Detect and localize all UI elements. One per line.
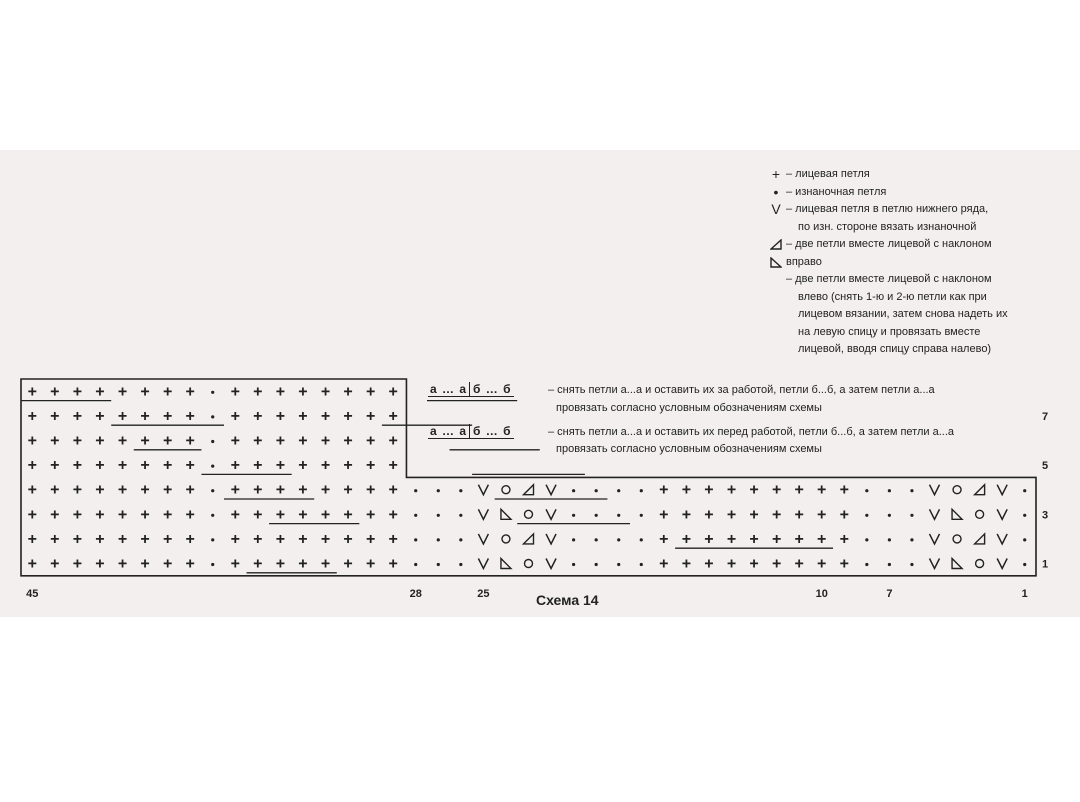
purl-stitch: [865, 489, 868, 492]
purl-stitch: [617, 563, 620, 566]
knit-stitch: +: [95, 383, 105, 401]
knit-stitch: +: [230, 506, 240, 524]
slip-v-stitch: [930, 559, 940, 569]
knit-stitch: +: [794, 506, 804, 524]
purl-stitch: [414, 563, 417, 566]
knit-stitch: +: [839, 481, 849, 499]
knit-stitch: +: [365, 506, 376, 524]
chart-outline: [21, 379, 1036, 576]
knit-stitch: +: [185, 555, 195, 573]
slip-v-stitch: [478, 509, 488, 519]
knit-stitch: +: [27, 506, 37, 524]
row-label: 1: [1042, 558, 1049, 571]
knit-stitch: +: [162, 432, 173, 450]
knit-stitch: +: [365, 432, 376, 450]
knit-stitch: +: [771, 506, 782, 524]
knit-stitch: +: [230, 555, 240, 573]
cable-legend-back-note: провязать согласно условным обозначениям схемы: [556, 402, 822, 414]
knit-stitch: +: [140, 530, 150, 548]
knit-stitch: +: [72, 530, 83, 548]
purl-stitch: [211, 465, 214, 468]
purl-stitch: [211, 391, 214, 394]
knit-stitch: +: [681, 506, 692, 524]
cable-legend-back: а … а б … б – снять петли а...а и оставить их за работой, петли б...б, а затем петли а...а: [430, 382, 935, 396]
knit-stitch: +: [726, 506, 737, 524]
knit-stitch: +: [185, 383, 195, 401]
purl-stitch: [865, 563, 868, 566]
purl-stitch: [595, 538, 598, 541]
knit-stitch: +: [320, 506, 331, 524]
knit-stitch: +: [253, 506, 263, 524]
row-label: 5: [1042, 460, 1049, 473]
schema-title: Схема 14: [536, 592, 599, 608]
purl-stitch: [459, 514, 462, 517]
knit-stitch: +: [320, 407, 331, 425]
purl-stitch: [211, 538, 214, 541]
knit-stitch: +: [253, 383, 263, 401]
knit-stitch: +: [817, 506, 827, 524]
knit-stitch: +: [253, 481, 263, 499]
knit-stitch: +: [185, 506, 195, 524]
purl-stitch: [1023, 514, 1026, 517]
legend-item: лицевом вязании, затем снова надеть их: [798, 308, 1008, 320]
knit-stitch: +: [343, 457, 353, 475]
knit-stitch: +: [27, 407, 37, 425]
purl-stitch: [1023, 538, 1026, 541]
knit-symbol-icon: +: [771, 166, 781, 182]
knit-stitch: +: [140, 383, 150, 401]
cable-symbol: а … а б … б: [430, 382, 512, 396]
knit-stitch: +: [27, 530, 37, 548]
knit-stitch: +: [95, 530, 105, 548]
legend-item: + – лицевая петля: [768, 166, 1073, 184]
legend-item: вправо: [768, 254, 1073, 272]
column-label: 7: [886, 587, 893, 600]
knit-stitch: +: [298, 432, 308, 450]
knit-stitch: +: [50, 506, 60, 524]
knit-stitch: +: [320, 481, 331, 499]
purl-stitch: [211, 563, 214, 566]
slip-v-stitch: [930, 534, 940, 544]
purl-stitch: [595, 514, 598, 517]
purl-stitch: [910, 514, 913, 517]
knit-stitch: +: [749, 530, 759, 548]
knit-stitch: +: [659, 506, 669, 524]
knit-stitch: +: [50, 383, 60, 401]
yarn-over-stitch: [953, 486, 961, 494]
knit-stitch: +: [839, 506, 849, 524]
knit-stitch: +: [388, 432, 398, 450]
knit-stitch: +: [185, 407, 195, 425]
slip-v-stitch: [546, 559, 556, 569]
knit-stitch: +: [95, 555, 105, 573]
k2tog-left-stitch: [952, 509, 962, 519]
cable-symbol: а … а б … б: [430, 424, 512, 438]
legend-item: – две петли вместе лицевой с наклоном: [786, 273, 992, 285]
legend-item: – две петли вместе лицевой с наклоном: [768, 236, 1073, 254]
knit-stitch: +: [749, 481, 759, 499]
purl-stitch: [865, 538, 868, 541]
knit-stitch: +: [275, 383, 286, 401]
knit-stitch: +: [230, 383, 240, 401]
knit-stitch: +: [95, 506, 105, 524]
yarn-over-stitch: [976, 510, 984, 518]
knit-stitch: +: [749, 555, 759, 573]
legend-item: лицевой, вводя спицу справа налево): [798, 343, 992, 355]
k2tog-right-stitch: [975, 534, 985, 544]
knit-stitch: +: [298, 407, 308, 425]
knit-stitch: +: [298, 481, 308, 499]
purl-stitch: [865, 514, 868, 517]
knit-stitch: +: [27, 555, 37, 573]
knit-stitch: +: [95, 481, 105, 499]
knit-stitch: +: [50, 457, 60, 475]
purl-stitch: [437, 538, 440, 541]
knit-stitch: +: [365, 481, 376, 499]
knit-stitch: +: [162, 555, 173, 573]
knit-stitch: +: [230, 407, 240, 425]
knit-stitch: +: [343, 481, 353, 499]
knit-stitch: +: [365, 407, 376, 425]
k2tog-right-stitch: [524, 534, 534, 544]
knit-stitch: +: [253, 432, 263, 450]
k2tog-left-stitch: [501, 509, 511, 519]
knit-stitch: +: [162, 383, 173, 401]
knit-stitch: +: [230, 432, 240, 450]
purl-stitch: [437, 489, 440, 492]
slip-v-stitch: [997, 509, 1007, 519]
purl-stitch: [459, 563, 462, 566]
knit-stitch: +: [50, 555, 60, 573]
knit-stitch: +: [50, 481, 60, 499]
slip-v-stitch: [930, 509, 940, 519]
knit-stitch: +: [275, 432, 286, 450]
purl-stitch: [617, 538, 620, 541]
knit-stitch: +: [72, 432, 83, 450]
knit-stitch: +: [771, 555, 782, 573]
legend-item: на левую спицу и провязать вместе: [798, 325, 981, 338]
knit-stitch: +: [839, 530, 849, 548]
purl-stitch: [640, 489, 643, 492]
purl-stitch: [640, 538, 643, 541]
knit-stitch: +: [794, 481, 804, 499]
slip-v-stitch: [478, 534, 488, 544]
knit-stitch: +: [704, 530, 714, 548]
legend-item: по изн. стороне вязать изнаночной: [798, 220, 977, 233]
slip-v-stitch: [930, 485, 940, 495]
knit-stitch: +: [162, 481, 173, 499]
knit-stitch: +: [343, 530, 353, 548]
knit-stitch: +: [117, 457, 128, 475]
knit-stitch: +: [253, 555, 263, 573]
purl-stitch: [572, 563, 575, 566]
knit-stitch: +: [50, 530, 60, 548]
slip-v-stitch: [997, 485, 1007, 495]
knit-stitch: +: [275, 407, 286, 425]
purl-stitch: [211, 415, 214, 418]
knit-stitch: +: [140, 506, 150, 524]
knit-stitch: +: [659, 555, 669, 573]
knit-stitch: +: [817, 481, 827, 499]
knit-stitch: +: [275, 530, 286, 548]
knit-stitch: +: [794, 530, 804, 548]
knit-stitch: +: [95, 407, 105, 425]
purl-stitch: [888, 563, 891, 566]
knit-stitch: +: [343, 407, 353, 425]
knit-stitch: +: [726, 555, 737, 573]
knit-stitch: +: [140, 481, 150, 499]
k2tog-left-stitch: [501, 559, 511, 569]
column-label: 25: [477, 587, 490, 600]
knit-stitch: +: [50, 407, 60, 425]
knit-stitch: +: [704, 506, 714, 524]
purl-stitch: [1023, 489, 1026, 492]
column-label: 45: [26, 587, 39, 600]
knit-stitch: +: [117, 555, 128, 573]
slip-v-stitch: [997, 534, 1007, 544]
knit-stitch: +: [72, 383, 83, 401]
knit-stitch: +: [117, 432, 128, 450]
knit-stitch: +: [298, 506, 308, 524]
knit-stitch: +: [162, 506, 173, 524]
knit-stitch: +: [72, 407, 83, 425]
knit-stitch: +: [749, 506, 759, 524]
knit-stitch: +: [230, 530, 240, 548]
purl-stitch: [617, 514, 620, 517]
knit-stitch: +: [298, 457, 308, 475]
purl-stitch: [1023, 563, 1026, 566]
knit-stitch: +: [388, 457, 398, 475]
purl-stitch: [640, 563, 643, 566]
knit-stitch: +: [27, 457, 37, 475]
purl-stitch: [910, 538, 913, 541]
purl-symbol-icon: •: [773, 183, 779, 200]
k2tog-right-stitch: [975, 485, 985, 495]
purl-stitch: [595, 489, 598, 492]
knit-stitch: +: [253, 530, 263, 548]
knit-stitch: +: [726, 481, 737, 499]
knit-stitch: +: [117, 530, 128, 548]
knit-stitch: +: [298, 555, 308, 573]
knit-stitch: +: [817, 530, 827, 548]
knit-stitch: +: [275, 555, 286, 573]
knit-stitch: +: [320, 432, 331, 450]
knit-stitch: +: [343, 432, 353, 450]
knit-stitch: +: [704, 481, 714, 499]
k2tog-left-icon: [768, 254, 784, 268]
purl-stitch: [414, 489, 417, 492]
knit-stitch: +: [140, 555, 150, 573]
knit-stitch: +: [365, 555, 376, 573]
purl-stitch: [437, 514, 440, 517]
knit-stitch: +: [659, 530, 669, 548]
knit-stitch: +: [681, 481, 692, 499]
knit-stitch: +: [388, 383, 398, 401]
knit-stitch: +: [365, 530, 376, 548]
yarn-over-stitch: [525, 560, 533, 568]
purl-stitch: [211, 514, 214, 517]
yarn-over-stitch: [502, 535, 510, 543]
knit-stitch: +: [185, 457, 195, 475]
purl-stitch: [572, 514, 575, 517]
knit-stitch: +: [320, 530, 331, 548]
knit-stitch: +: [95, 457, 105, 475]
knit-stitch: +: [72, 481, 83, 499]
knit-stitch: +: [388, 555, 398, 573]
slip-v-stitch: [478, 559, 488, 569]
purl-stitch: [888, 489, 891, 492]
knit-stitch: +: [27, 383, 37, 401]
legend-item: влево (снять 1-ю и 2-ю петли как при: [798, 290, 987, 303]
knit-stitch: +: [726, 530, 737, 548]
column-label: 1: [1021, 587, 1028, 600]
knit-stitch: +: [659, 481, 669, 499]
yarn-over-stitch: [525, 510, 533, 518]
knit-stitch: +: [50, 432, 60, 450]
knit-stitch: +: [117, 506, 128, 524]
knit-stitch: +: [681, 530, 692, 548]
legend-item: V – лицевая петля в петлю нижнего ряда,: [768, 201, 1073, 219]
k2tog-right-icon: [768, 236, 784, 250]
knit-stitch: +: [117, 383, 128, 401]
knit-stitch: +: [388, 530, 398, 548]
purl-stitch: [640, 514, 643, 517]
row-label: 7: [1042, 410, 1049, 423]
slip-v-stitch: [546, 534, 556, 544]
knit-stitch: +: [704, 555, 714, 573]
purl-stitch: [211, 489, 214, 492]
knit-stitch: +: [365, 457, 376, 475]
knit-stitch: +: [95, 432, 105, 450]
knit-stitch: +: [162, 407, 173, 425]
knit-stitch: +: [140, 457, 150, 475]
k2tog-left-stitch: [952, 559, 962, 569]
symbol-legend: [768, 166, 1073, 359]
knit-stitch: +: [253, 407, 263, 425]
knit-stitch: +: [27, 432, 37, 450]
knit-stitch: +: [298, 530, 308, 548]
column-label: 28: [409, 587, 422, 600]
knit-stitch: +: [185, 530, 195, 548]
knit-stitch: +: [388, 481, 398, 499]
knit-stitch: +: [230, 481, 240, 499]
knit-stitch: +: [72, 457, 83, 475]
knit-stitch: +: [298, 383, 308, 401]
knit-stitch: +: [343, 506, 353, 524]
knit-stitch: +: [388, 506, 398, 524]
purl-stitch: [888, 514, 891, 517]
knit-stitch: +: [72, 506, 83, 524]
knit-stitch: +: [185, 481, 195, 499]
knit-stitch: +: [320, 457, 331, 475]
knit-stitch: +: [27, 481, 37, 499]
knit-stitch: +: [253, 457, 263, 475]
row-label: 3: [1042, 509, 1049, 522]
purl-stitch: [414, 514, 417, 517]
knit-stitch: +: [839, 555, 849, 573]
knit-stitch: +: [230, 457, 240, 475]
purl-stitch: [910, 489, 913, 492]
knit-stitch: +: [275, 506, 286, 524]
knit-stitch: +: [117, 481, 128, 499]
purl-stitch: [910, 563, 913, 566]
knit-stitch: +: [72, 555, 83, 573]
knit-stitch: +: [343, 555, 353, 573]
legend-item: • – изнаночная петля: [768, 184, 1073, 202]
column-label: 10: [815, 587, 828, 600]
knit-stitch: +: [162, 530, 173, 548]
knit-stitch: +: [185, 432, 195, 450]
knit-stitch: +: [320, 383, 331, 401]
purl-stitch: [572, 489, 575, 492]
v-symbol-icon: V: [771, 201, 781, 217]
knit-stitch: +: [771, 530, 782, 548]
knit-stitch: +: [365, 383, 376, 401]
purl-stitch: [595, 563, 598, 566]
slip-v-stitch: [546, 509, 556, 519]
knit-stitch: +: [162, 457, 173, 475]
slip-v-stitch: [546, 485, 556, 495]
slip-v-stitch: [997, 559, 1007, 569]
knit-stitch: +: [275, 457, 286, 475]
purl-stitch: [414, 538, 417, 541]
purl-stitch: [459, 538, 462, 541]
cable-legend-front-note: провязать согласно условным обозначениям схемы: [556, 443, 822, 455]
knit-stitch: +: [343, 383, 353, 401]
purl-stitch: [888, 538, 891, 541]
purl-stitch: [437, 563, 440, 566]
knit-stitch: +: [388, 407, 398, 425]
purl-stitch: [617, 489, 620, 492]
knit-stitch: +: [771, 481, 782, 499]
knit-stitch: +: [320, 555, 331, 573]
knit-stitch: +: [794, 555, 804, 573]
cable-legend-front: а … а б … б – снять петли а...а и оставить их перед работой, петли б...б, а затем петли а...а: [430, 424, 955, 438]
yarn-over-stitch: [976, 560, 984, 568]
purl-stitch: [572, 538, 575, 541]
purl-stitch: [211, 440, 214, 443]
yarn-over-stitch: [953, 535, 961, 543]
slip-v-stitch: [478, 485, 488, 495]
k2tog-right-stitch: [524, 485, 534, 495]
knit-stitch: +: [681, 555, 692, 573]
purl-stitch: [459, 489, 462, 492]
knit-stitch: +: [140, 432, 150, 450]
knit-stitch: +: [140, 407, 150, 425]
knit-stitch: +: [117, 407, 128, 425]
yarn-over-stitch: [502, 486, 510, 494]
knit-stitch: +: [275, 481, 286, 499]
knit-stitch: +: [817, 555, 827, 573]
